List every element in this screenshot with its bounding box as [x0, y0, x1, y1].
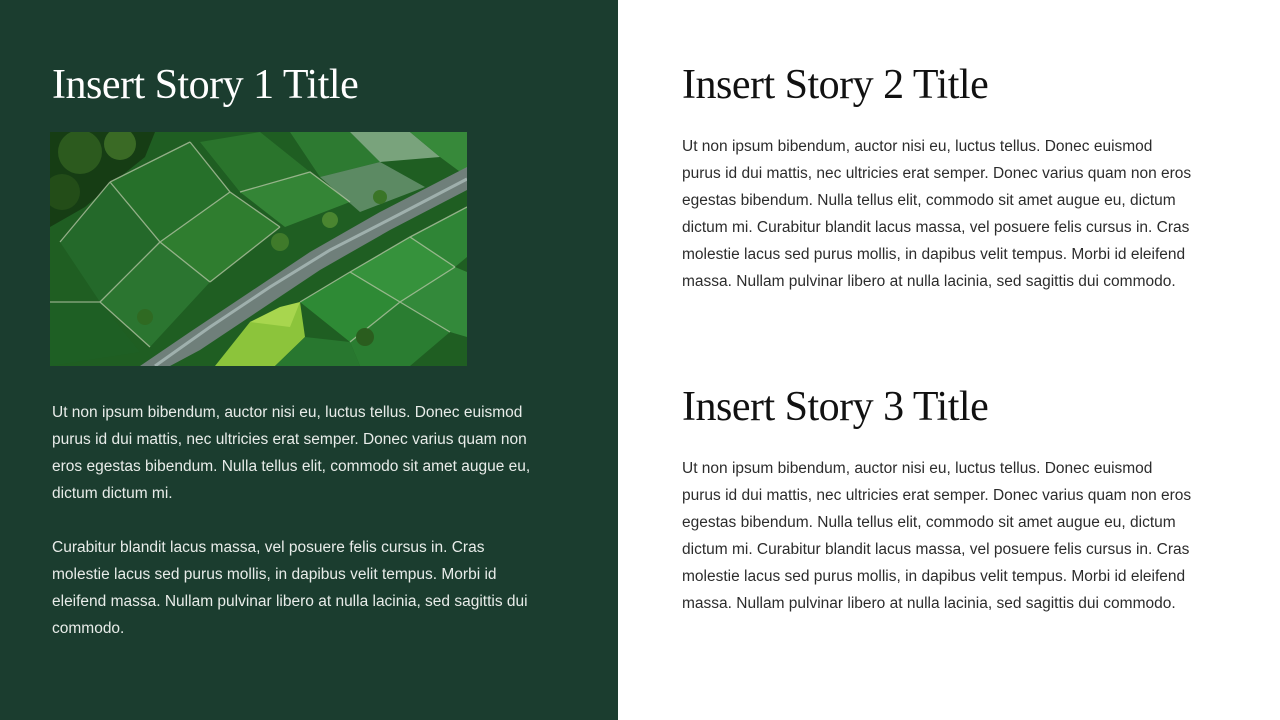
story-2-title: Insert Story 2 Title: [682, 62, 989, 108]
story-2-body: [682, 133, 1194, 295]
story-3-paragraph-1: Ut non ipsum bibendum, auctor nisi eu, luctus tellus. Donec euismod purus id dui mattis, nec ultricies erat semper. Donec varius quam non eros egestas bibendum. Nulla tellus elit, commodo sit amet augue eu, dictum dictum mi. Curabitur blandit lacus massa, vel posuere felis cursus in. Cras molestie lacus sed purus mollis, in dapibus velit tempus. Morbi id eleifend massa. Nullam pulvinar libero at nulla lacinia, sed sagittis dui commodo.: [682, 460, 1192, 612]
story-1-paragraph-2: Curabitur blandit lacus massa, vel posuere felis cursus in. Cras molestie lacus sed purus mollis, in dapibus velit tempus. Morbi id eleifend massa. Nullam pulvinar libero at nulla lacinia, sed sagittis dui commodo.: [52, 539, 528, 637]
story-1-body: [52, 399, 532, 642]
story-1-panel: [0, 0, 618, 720]
story-3-body: [682, 455, 1194, 617]
story-2-paragraph-1: Ut non ipsum bibendum, auctor nisi eu, luctus tellus. Donec euismod purus id dui mattis, nec ultricies erat semper. Donec varius quam non eros egestas bibendum. Nulla tellus elit, commodo sit amet augue eu, dictum dictum mi. Curabitur blandit lacus massa, vel posuere felis cursus in. Cras molestie lacus sed purus mollis, in dapibus velit tempus. Morbi id eleifend massa. Nullam pulvinar libero at nulla lacinia, sed sagittis dui commodo.: [682, 138, 1192, 290]
story-1-title: Insert Story 1 Title: [52, 62, 359, 108]
story-1-paragraph-1: Ut non ipsum bibendum, auctor nisi eu, luctus tellus. Donec euismod purus id dui mattis, nec ultricies erat semper. Donec varius quam non eros egestas bibendum. Nulla tellus elit, commodo sit amet augue eu, dictum dictum mi.: [52, 404, 531, 502]
story-3-title: Insert Story 3 Title: [682, 384, 989, 430]
aerial-rice-fields-photo: [50, 132, 467, 366]
